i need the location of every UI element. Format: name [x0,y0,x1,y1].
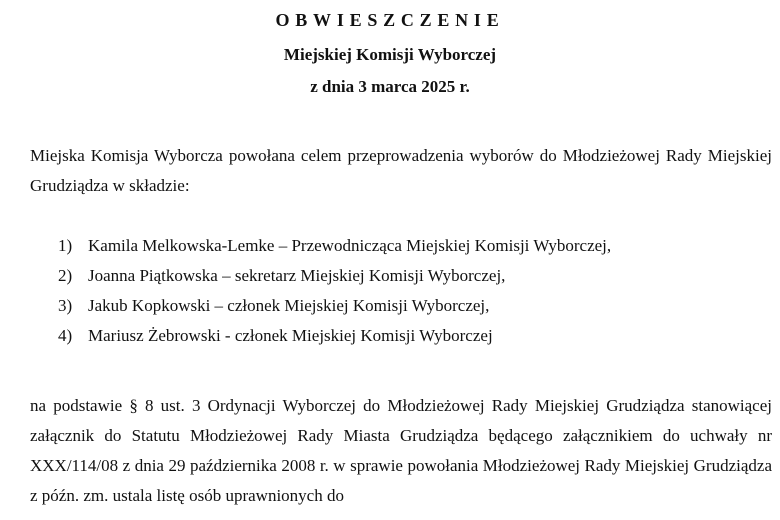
document-subtitle: Miejskiej Komisji Wyborczej [283,45,497,64]
member-item [58,231,611,261]
member-item [58,261,611,291]
intro-paragraph: Miejska Komisja Wyborcza powołana celem przeprowadzenia wyborów do Młodzieżowej Rady Miejskiej Grudziądza w składzie: [30,146,772,195]
member-text: Jakub Kopkowski – członek Miejskiej Komisji Wyborczej, [88,296,490,315]
member-text: Mariusz Żebrowski - członek Miejskiej Komisji Wyborczej [88,326,493,345]
member-number: 1) [58,236,73,255]
legal-basis-paragraph: na podstawie § 8 ust. 3 Ordynacji Wyborczej do Młodzieżowej Rady Miejskiej Grudziądza stanowiącej załącznik do Statutu Młodzieżowej Rady Miasta Grudziądza będącego załącznikiem do uchwały nr XXX/114/08 z dnia 29 października 2008 r. w sprawie powołania Młodzieżowej Rady Miejskiej Grudziądza z późn. zm. ustala listę osób uprawnionych do [30,396,772,505]
document-title: OBWIESZCZENIE [275,10,505,30]
member-item [58,321,611,351]
member-item [58,291,611,321]
member-number: 4) [58,326,73,345]
members-list [58,231,611,351]
member-text: Kamila Melkowska-Lemke – Przewodnicząca Miejskiej Komisji Wyborczej, [88,236,612,255]
member-number: 2) [58,266,73,285]
member-number: 3) [58,296,73,315]
document-date: z dnia 3 marca 2025 r. [310,77,470,96]
member-text: Joanna Piątkowska – sekretarz Miejskiej Komisji Wyborczej, [88,266,506,285]
